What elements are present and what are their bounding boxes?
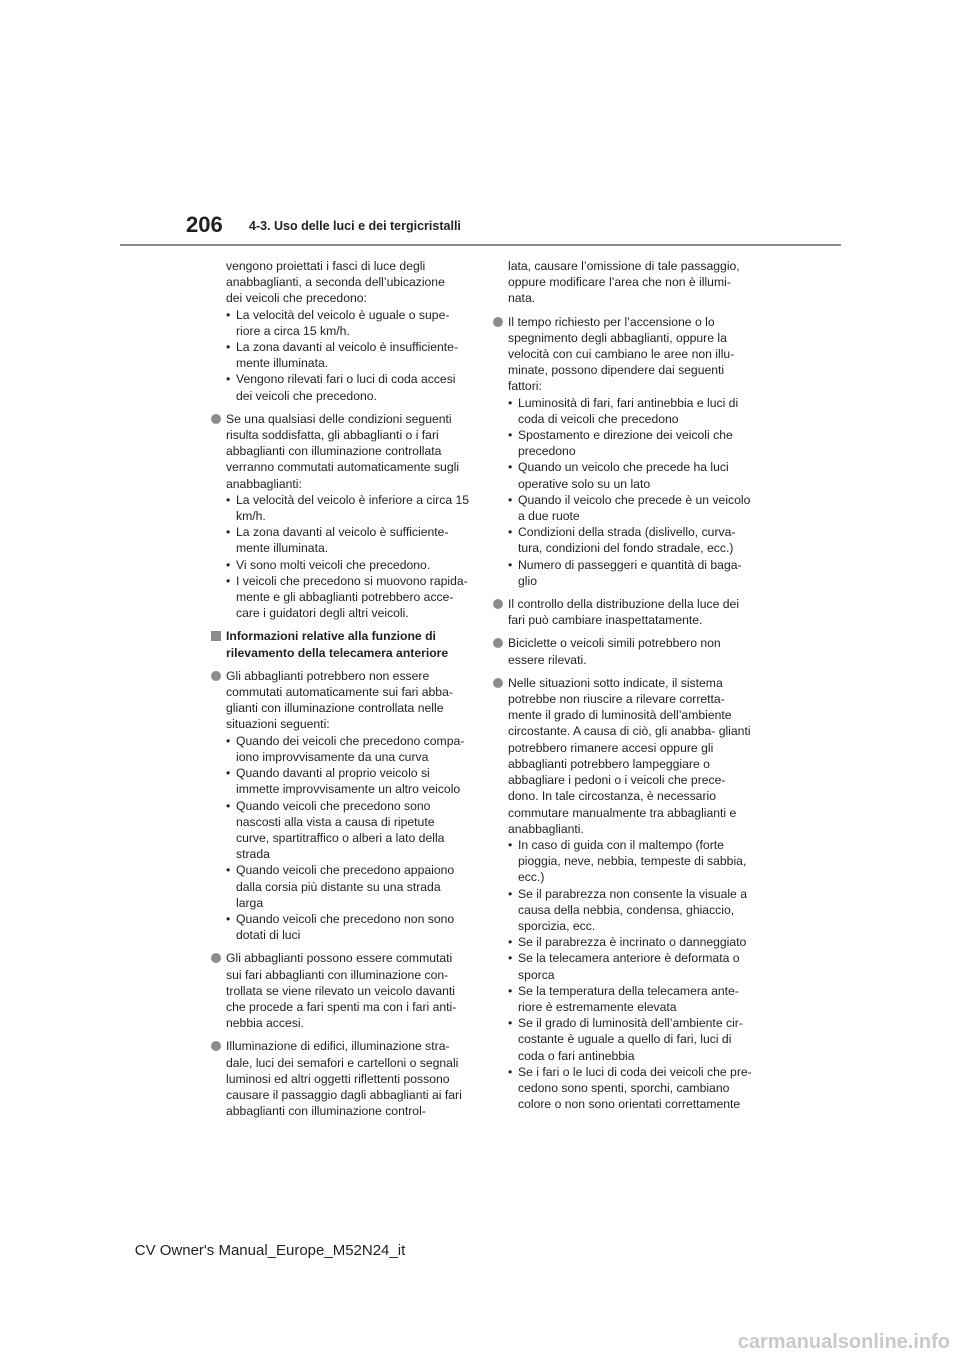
text-line: vengono proiettati i fasci di luce degli	[226, 259, 426, 273]
list-item: • Quando veicoli che precedono sono nascosti alla vista a causa di ripetute curve, spartitraffico o alberi a lato della strada	[226, 798, 471, 863]
list-item: • Quando davanti al proprio veicolo si immette improvvisamente un altro veicolo	[226, 765, 471, 797]
list-item: • Numero di passeggeri e quantità di baga- glio	[508, 557, 753, 589]
list-item: • Quando dei veicoli che precedono compa- iono improvvisamente da una curva	[226, 733, 471, 765]
list-item: • Luminosità di fari, fari antinebbia e luci di coda di veicoli che precedono	[508, 395, 753, 427]
paragraph-text: Illuminazione di edifici, illuminazione stra- dale, luci dei semafori e cartelloni o segnali luminosi ed altri oggetti riflettenti possono causare il passaggio dagli abbaglianti ai fari abbaglianti con illuminazione control-	[226, 1039, 462, 1119]
left-column	[209, 258, 471, 1126]
list-item: • Quando il veicolo che precede è un veicolo a due ruote	[508, 492, 753, 524]
circle-bullet-icon	[493, 317, 503, 327]
footer	[0, 1242, 960, 1259]
bullet-paragraph	[491, 635, 753, 667]
circle-bullet-icon	[493, 638, 503, 648]
paragraph-text: Nelle situazioni sotto indicate, il sistema potrebbe non riuscire a rilevare corretta- mente il grado di luminosità dell’ambiente circostante. A causa di ciò, gli anabba- glianti potrebbero rimanere accesi oppure gli abbaglianti potrebbero lampeggiare o abbagliare i pedoni o i veicoli che prece- dono. In tale circostanza, è necessario commutare manualmente tra abbaglianti e anabbaglianti.	[508, 675, 751, 836]
header-divider	[120, 244, 841, 246]
list-item: • La velocità del veicolo è inferiore a circa 15 km/h.	[226, 492, 471, 524]
list-item: • Quando un veicolo che precede ha luci operative solo su un lato	[508, 459, 753, 491]
bullet-paragraph	[491, 596, 753, 628]
list-item: • Se i fari o le luci di coda dei veicoli che pre- cedono sono spenti, sporchi, cambiano colore o non sono orientati correttamente	[508, 1064, 753, 1113]
paragraph-continued	[491, 258, 753, 307]
circle-bullet-icon	[493, 599, 503, 609]
list-item: • Se il parabrezza è incrinato o danneggiato	[508, 934, 753, 950]
text-line: dei veicoli che precedono:	[226, 291, 367, 306]
footer-text: CV Owner's Manual_Europe_M52N24_it	[134, 1242, 406, 1259]
list-item: • Condizioni della strada (dislivello, curva- tura, condizioni del fondo stradale, ecc.)	[508, 524, 753, 556]
list-item: • Vengono rilevati fari o luci di coda accesi dei veicoli che precedono.	[226, 371, 471, 403]
circle-bullet-icon	[211, 671, 221, 681]
subheading-text: Informazioni relative alla funzione di rilevamento della telecamera anteriore	[226, 629, 449, 660]
subheading	[209, 628, 471, 660]
circle-bullet-icon	[211, 414, 221, 424]
list-item: • Vi sono molti veicoli che precedono.	[226, 557, 471, 573]
bullet-paragraph	[209, 668, 471, 943]
paragraph-continued	[209, 258, 471, 404]
circle-bullet-icon	[211, 953, 221, 963]
list-item: • La velocità del veicolo è uguale o supe- riore a circa 15 km/h.	[226, 307, 471, 339]
circle-bullet-icon	[211, 1041, 221, 1051]
list-item: • Se la temperatura della telecamera ante- riore è estremamente elevata	[508, 983, 753, 1015]
section-title: 4-3. Uso delle luci e dei tergicristalli	[249, 219, 461, 233]
list-item: • La zona davanti al veicolo è sufficiente- mente illuminata.	[226, 524, 471, 556]
list-item: • Quando veicoli che precedono non sono dotati di luci	[226, 911, 471, 943]
paragraph-text: Se una qualsiasi delle condizioni seguenti risulta soddisfatta, gli abbaglianti o i fari abbaglianti con illuminazione controllata verranno commutati automaticamente sugli anabbaglianti:	[226, 411, 460, 491]
bullet-paragraph	[209, 1038, 471, 1119]
list-item: • Se il grado di luminosità dell’ambiente cir- costante è uguale a quello di fari, luci di coda o fari antinebbia	[508, 1015, 753, 1064]
paragraph-text: Biciclette o veicoli simili potrebbero non essere rilevati.	[508, 636, 721, 667]
bullet-paragraph	[491, 675, 753, 1112]
list-item: • La zona davanti al veicolo è insufficiente- mente illuminata.	[226, 339, 471, 371]
bullet-paragraph	[209, 950, 471, 1031]
page-number: 206	[186, 212, 223, 237]
watermark: carmanualsonline.info	[737, 1331, 950, 1353]
list-item: • Se la telecamera anteriore è deformata o sporca	[508, 950, 753, 982]
paragraph-text: Il tempo richiesto per l’accensione o lo spegnimento degli abbaglianti, oppure la velocità con cui cambiano le aree non illu- minate, possono dipendere dai seguenti fattori:	[508, 314, 735, 394]
circle-bullet-icon	[493, 678, 503, 688]
square-bullet-icon	[211, 631, 221, 641]
list-item: • Quando veicoli che precedono appaiono dalla corsia più distante su una strada larga	[226, 862, 471, 911]
paragraph-text: lata, causare l’omissione di tale passaggio, oppure modificare l’area che non è illumi- nata.	[508, 259, 740, 306]
paragraph-text: Gli abbaglianti possono essere commutati sui fari abbaglianti con illuminazione con- trollata se viene rilevato un veicolo davanti che procede a fari spenti ma con i fari anti- nebbia accesi.	[226, 951, 457, 1031]
list-item: • In caso di guida con il maltempo (forte pioggia, neve, nebbia, tempeste di sabbia, ecc.)	[508, 837, 753, 886]
paragraph-text: Gli abbaglianti potrebbero non essere commutati automaticamente sui fari abba- glianti con illuminazione controllata nelle situazioni seguenti:	[226, 668, 453, 732]
paragraph-text: Il controllo della distribuzione della luce dei fari può cambiare inaspettatamente.	[508, 597, 740, 628]
list-item: • Se il parabrezza non consente la visuale a causa della nebbia, condensa, ghiaccio, sporcizia, ecc.	[508, 886, 753, 935]
text-line: anabbaglianti, a seconda dell’ubicazione	[226, 275, 445, 290]
bullet-paragraph	[209, 411, 471, 622]
list-item: • Spostamento e direzione dei veicoli che precedono	[508, 427, 753, 459]
bullet-paragraph	[491, 314, 753, 589]
right-column	[491, 258, 753, 1119]
list-item: • I veicoli che precedono si muovono rapida- mente e gli abbaglianti potrebbero acce- care i guidatori degli altri veicoli.	[226, 573, 471, 622]
